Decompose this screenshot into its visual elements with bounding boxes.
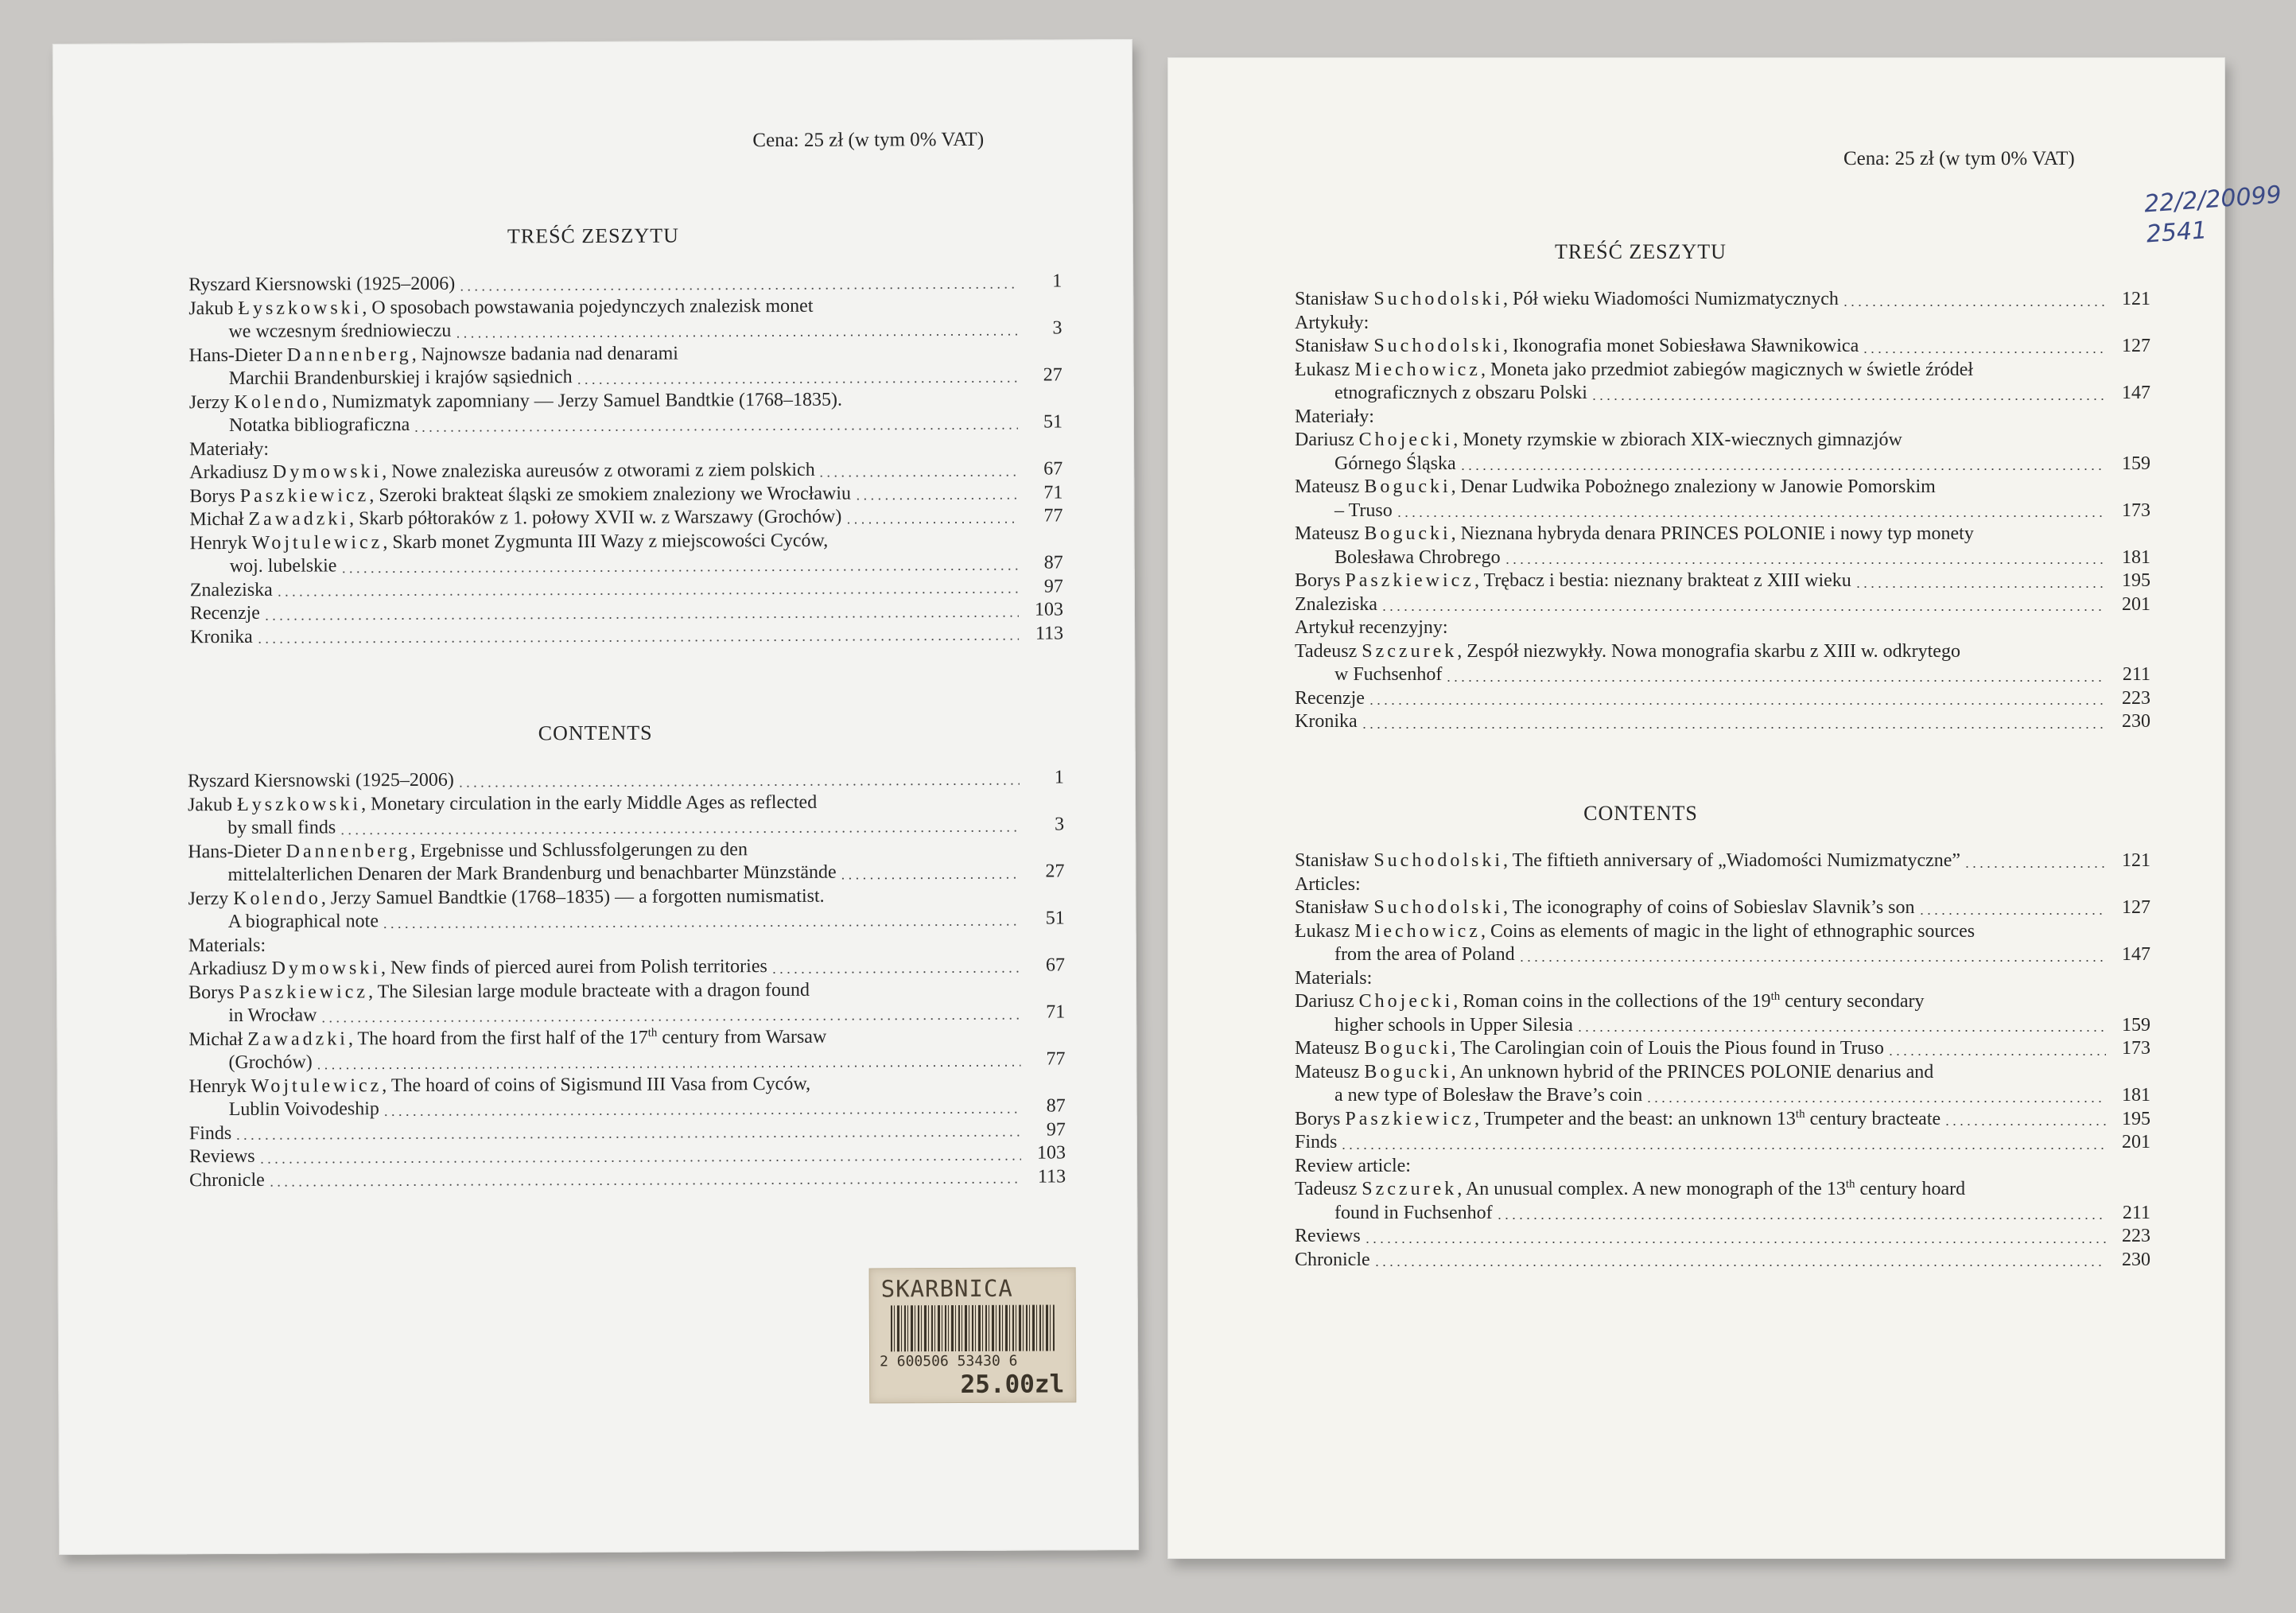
author-surname: Suchodolski	[1373, 289, 1504, 309]
page-number: 230	[2122, 711, 2150, 732]
toc-entry	[188, 790, 1064, 817]
dot-leader	[1368, 703, 2106, 705]
page-number: 127	[2122, 336, 2150, 356]
toc-entry-text: Reviews	[1295, 1226, 1361, 1246]
dot-leader	[1964, 866, 2106, 868]
toc-entry-text: Lublin Voivodeship	[228, 1098, 379, 1121]
toc-entry	[1295, 967, 2150, 991]
toc-entry	[189, 1165, 1066, 1192]
author-surname: Dymowski	[271, 958, 381, 979]
toc-list-polish	[1295, 288, 2150, 734]
author-surname: Wojtulewicz	[251, 531, 383, 554]
toc-title-polish: TREŚĆ ZESZYTU	[507, 223, 679, 248]
dot-leader	[840, 876, 1020, 879]
toc-entry	[1295, 569, 2150, 593]
toc-entry-text: Kronika	[1295, 711, 1358, 732]
toc-entry-text: woj. lubelskie	[229, 555, 337, 577]
toc-entry	[1295, 1084, 2150, 1108]
dot-leader	[1496, 1218, 2106, 1219]
page-number: 97	[1046, 1118, 1066, 1141]
page-number: 173	[2122, 499, 2150, 521]
toc-entry	[1295, 943, 2150, 967]
toc-entry	[1295, 873, 2150, 897]
toc-entry	[1295, 335, 2150, 359]
toc-entry-text: Recenzje	[1295, 687, 1365, 709]
booklet-left	[52, 39, 1139, 1555]
toc-entry	[190, 622, 1063, 649]
page-number: 1	[1052, 270, 1063, 292]
toc-entry-text: Reviews	[188, 1145, 255, 1168]
toc-entry-text: Arkadiusz Dymowski, Nowe znaleziska aureusów z otworami z ziem polskich	[189, 459, 815, 484]
toc-entry-text: Materiały:	[189, 438, 270, 460]
toc-entry-text: Stanisław Suchodolski, Pół wieku Wiadomości Numizmatycznych	[1295, 289, 1839, 309]
dot-leader	[1842, 305, 2106, 306]
author-surname: Zawadzki	[247, 1028, 348, 1050]
toc-entry-text: by small finds	[227, 817, 336, 839]
handwritten-number: 2541	[2145, 216, 2209, 249]
page-number: 27	[1043, 364, 1063, 386]
dot-leader	[1887, 1054, 2106, 1055]
toc-entry-text: Arkadiusz Dymowski, New finds of pierced aurei from Polish territories	[188, 956, 767, 980]
dot-leader	[340, 568, 1018, 573]
toc-entry	[188, 1024, 1065, 1051]
toc-entry	[189, 1094, 1066, 1121]
toc-entry-text: Kronika	[190, 626, 253, 647]
dot-leader	[1504, 562, 2106, 564]
dot-leader	[413, 427, 1018, 431]
toc-entry-text: Stanisław Suchodolski, Ikonografia monet Sobiesława Sławnikowica	[1295, 336, 1859, 356]
page-number: 195	[2122, 1108, 2150, 1129]
toc-entry-text: Tadeusz Szczurek, An unusual complex. A new monograph of the 13th century hoard	[1295, 1178, 1966, 1199]
page-number: 67	[1045, 954, 1065, 976]
author-surname: Miechowicz	[1354, 920, 1481, 942]
dot-leader	[1576, 1030, 2106, 1032]
barcode-number: 2 600506 53430 6	[880, 1352, 1018, 1370]
toc-entry-text: Michał Zawadzki, Skarb półtoraków z 1. połowy XVII w. z Warszawy (Grochów)	[189, 506, 842, 531]
toc-entry-text: Hans-Dieter Dannenberg, Ergebnisse und Schlussfolgerungen zu den	[188, 838, 748, 862]
toc-entry	[188, 270, 1062, 297]
toc-entry-text: w Fuchsenhof	[1334, 664, 1443, 685]
dot-leader	[454, 333, 1017, 337]
author-surname: Dannenberg	[286, 344, 412, 366]
toc-entry	[1295, 523, 2150, 546]
toc-entry	[1295, 312, 2150, 336]
author-surname: Paszkiewicz	[239, 981, 369, 1003]
toc-entry-text: Mateusz Bogucki, The Carolingian coin of Louis the Pious found in Truso	[1295, 1038, 1884, 1059]
page-number: 51	[1043, 411, 1063, 433]
author-surname: Łyszkowski	[236, 793, 362, 815]
page-number: 201	[2122, 593, 2150, 615]
page-number: 67	[1043, 458, 1063, 480]
toc-entry	[188, 837, 1064, 864]
page-number: 159	[2122, 453, 2150, 474]
page-number: 223	[2122, 1226, 2150, 1246]
author-surname: Łyszkowski	[238, 297, 363, 319]
page-number: 77	[1043, 505, 1063, 527]
toc-entry	[1295, 499, 2150, 523]
toc-entry	[1295, 593, 2150, 617]
toc-entry-text: Michał Zawadzki, The hoard from the first half of the 17th century from Warsaw	[188, 1026, 827, 1050]
toc-entry	[1295, 616, 2150, 640]
toc-entry-text: Materials:	[1295, 967, 1373, 989]
toc-entry	[188, 931, 1065, 958]
dot-leader	[339, 830, 1020, 834]
toc-entry-text: – Truso	[1334, 499, 1393, 521]
toc-entry	[1295, 453, 2150, 476]
toc-entry-text: Review article:	[1295, 1155, 1411, 1176]
toc-entry	[189, 340, 1063, 367]
toc-entry-text: Mateusz Bogucki, Denar Ludwika Pobożnego znaleziony w Janowie Pomorskim	[1295, 476, 1936, 497]
toc-entry-text: Borys Paszkiewicz, Trębacz i bestia: nieznany brakteat z XIII wieku	[1295, 570, 1851, 591]
dot-leader	[1361, 727, 2106, 729]
author-surname: Suchodolski	[1373, 336, 1504, 356]
toc-entry-text: Górnego Śląska	[1334, 453, 1456, 474]
toc-entry-text: Stanisław Suchodolski, The fiftieth anniversary of „Wiadomości Numizmatyczne”	[1295, 850, 1961, 871]
toc-entry-text: Borys Paszkiewicz, Trumpeter and the beast: an unknown 13th century bracteate	[1295, 1107, 1941, 1129]
toc-entry-text: Ryszard Kiersnowski (1925–2006)	[187, 769, 454, 792]
toc-entry	[1295, 1249, 2150, 1273]
toc-entry-text: Marchii Brandenburskiej i krajów sąsiednich	[228, 367, 573, 390]
dot-leader	[235, 1135, 1021, 1140]
toc-entry	[1295, 1037, 2150, 1061]
toc-entry-text: from the area of Poland	[1334, 944, 1515, 965]
toc-entry	[189, 481, 1063, 508]
toc-entry-text: Articles:	[1295, 873, 1361, 895]
dot-leader	[382, 923, 1020, 928]
booklet-right	[1167, 57, 2282, 1559]
toc-entry	[1295, 406, 2150, 429]
toc-entry	[1295, 896, 2150, 920]
toc-entry	[188, 766, 1064, 793]
author-surname: Szczurek	[1362, 640, 1458, 662]
dot-leader	[1445, 680, 2106, 682]
toc-entry-text: Borys Paszkiewicz, The Silesian large module bracteate with a dragon found	[188, 979, 810, 1003]
dot-leader	[268, 1182, 1021, 1187]
dot-leader	[771, 970, 1020, 973]
page-number: 147	[2122, 944, 2150, 965]
toc-entry	[188, 813, 1064, 840]
toc-entry	[189, 457, 1063, 484]
toc-entry-text: we wczesnym średniowieczu	[228, 320, 452, 343]
toc-entry-text: mittelalterlichen Denaren der Mark Brandenburg und benachbarter Münzstände	[227, 861, 837, 886]
dot-leader	[854, 498, 1018, 500]
toc-entry	[188, 1047, 1065, 1075]
toc-entry	[190, 551, 1063, 578]
toc-entry-text: Dariusz Chojecki, Monety rzymskie w zbiorach XIX-wiecznych gimnazjów	[1295, 429, 1902, 450]
toc-entry	[1295, 687, 2150, 711]
toc-entry-text: Tadeusz Szczurek, Zespół niezwykły. Nowa monografia skarbu z XIII w. odkrytego	[1295, 640, 1960, 662]
dot-leader	[276, 592, 1019, 597]
page-number: 173	[2122, 1038, 2150, 1059]
page-number: 3	[1055, 814, 1065, 835]
dot-leader	[1918, 913, 2106, 915]
page-number: 103	[1036, 1142, 1066, 1164]
toc-entry-text: Chronicle	[1295, 1249, 1370, 1270]
toc-entry-text: higher schools in Upper Silesia	[1334, 1014, 1573, 1036]
page-number: 230	[2122, 1249, 2150, 1270]
dot-leader	[1944, 1124, 2106, 1125]
toc-entry-text: Jakub Łyszkowski, O sposobach powstawania pojedynczych znalezisk monet	[188, 295, 814, 319]
author-surname: Dymowski	[272, 461, 383, 483]
toc-entry	[188, 1001, 1065, 1028]
toc-entry-text: Notatka bibliograficzna	[228, 414, 410, 437]
toc-entry-text: Stanisław Suchodolski, The iconography of coins of Sobieslav Slavnik’s son	[1295, 897, 1915, 918]
dot-leader	[1518, 960, 2106, 962]
toc-entry	[1295, 1178, 2150, 1202]
toc-entry-text: Znaleziska	[1295, 593, 1377, 615]
toc-list-english	[188, 766, 1066, 1192]
page-number: 77	[1046, 1048, 1066, 1070]
toc-entry-text: Artykuł recenzyjny:	[1295, 617, 1448, 638]
page-number: 195	[2122, 570, 2150, 591]
dot-leader	[1645, 1101, 2106, 1102]
toc-entry-text: found in Fuchsenhof	[1334, 1202, 1493, 1223]
toc-entry	[188, 317, 1062, 344]
toc-entry	[190, 598, 1063, 625]
toc-entry-text: Finds	[1295, 1132, 1338, 1152]
price-label: Cena: 25 zł (w tym 0% VAT)	[752, 128, 985, 152]
toc-entry-text: Jakub Łyszkowski, Monetary circulation in the early Middle Ages as reflected	[187, 791, 818, 815]
author-surname: Kolendo	[233, 888, 321, 909]
toc-title-english: CONTENTS	[538, 721, 653, 745]
author-surname: Bogucki	[1364, 1061, 1451, 1082]
toc-entry	[190, 575, 1063, 602]
toc-entry	[1295, 1014, 2150, 1038]
barcode-icon	[891, 1304, 1055, 1351]
toc-entry	[1295, 710, 2150, 734]
page-number: 211	[2122, 664, 2150, 685]
dot-leader	[383, 1111, 1021, 1116]
toc-entry	[1295, 382, 2150, 406]
toc-entry-text: Ryszard Kiersnowski (1925–2006)	[188, 273, 456, 296]
toc-entry	[1295, 1155, 2150, 1179]
page-number: 201	[2122, 1132, 2150, 1152]
dot-leader	[1862, 352, 2106, 353]
author-surname: Miechowicz	[1354, 359, 1481, 380]
page-number: 3	[1052, 317, 1063, 339]
page-number: 87	[1043, 552, 1063, 573]
toc-entry	[190, 528, 1063, 555]
toc-entry-text: Jerzy Kolendo, Numizmatyk zapomniany — Jerzy Samuel Bandtkie (1768–1835).	[188, 389, 843, 413]
sticker-price: 25.00zl	[960, 1370, 1065, 1400]
page-number: 71	[1043, 481, 1063, 503]
toc-entry	[189, 434, 1063, 461]
toc-title-english: CONTENTS	[1583, 802, 1698, 825]
author-surname: Kolendo	[234, 391, 323, 413]
page-number: 1	[1054, 767, 1064, 788]
toc-entry-text: Jerzy Kolendo, Jerzy Samuel Bandtkie (1768–1835) — a forgotten numismatist.	[188, 885, 825, 909]
toc-entry-text: etnograficznych z obszaru Polski	[1334, 383, 1587, 403]
toc-entry	[188, 884, 1064, 911]
toc-entry	[1295, 663, 2150, 687]
page-number: 103	[1034, 599, 1064, 620]
toc-entry	[1295, 546, 2150, 570]
toc-entry-text: Mateusz Bogucki, An unknown hybrid of the PRINCES POLONIE denarius and	[1295, 1061, 1934, 1082]
author-surname: Bogucki	[1364, 1038, 1451, 1059]
toc-entry	[189, 1118, 1066, 1145]
page-number: 113	[1037, 1165, 1066, 1187]
toc-entry	[188, 978, 1065, 1005]
dot-leader	[320, 1017, 1020, 1022]
author-surname: Paszkiewicz	[239, 484, 370, 507]
toc-entry-text: Materials:	[188, 935, 266, 956]
toc-entry	[1295, 640, 2150, 664]
handwritten-note	[2143, 180, 2296, 266]
toc-entry-text: Henryk Wojtulewicz, The hoard of coins of Sigismund III Vasa from Cyców,	[188, 1073, 811, 1097]
dot-leader	[1373, 1265, 2106, 1266]
dot-leader	[1396, 515, 2106, 517]
author-surname: Suchodolski	[1373, 897, 1504, 918]
toc-entry	[188, 860, 1064, 887]
toc-entry-text: Mateusz Bogucki, Nieznana hybryda denara PRINCES POLONIE i nowy typ monety	[1295, 523, 1974, 544]
toc-entry-text: A biographical note	[227, 911, 379, 933]
author-surname: Paszkiewicz	[1345, 570, 1474, 591]
toc-entry	[1295, 990, 2150, 1014]
page-number: 121	[2122, 850, 2150, 871]
author-surname: Wojtulewicz	[251, 1075, 383, 1097]
toc-entry-text: Artykuły:	[1295, 312, 1369, 333]
page-number: 87	[1046, 1095, 1066, 1117]
dot-leader	[1591, 398, 2106, 400]
dot-leader	[1459, 468, 2106, 470]
toc-entry	[189, 1071, 1066, 1098]
dot-leader	[1855, 586, 2106, 588]
toc-list-english	[1295, 849, 2150, 1272]
dot-leader	[263, 615, 1019, 620]
dot-leader	[457, 783, 1020, 787]
dot-leader	[256, 639, 1019, 643]
toc-entry	[188, 293, 1062, 321]
dot-leader	[1364, 1242, 2106, 1243]
page-number: 71	[1046, 1001, 1066, 1023]
page-number: 113	[1035, 622, 1064, 644]
toc-entry	[1295, 920, 2150, 944]
toc-entry-text: Materiały:	[1295, 406, 1374, 427]
toc-entry-text: Borys Paszkiewicz, Szeroki brakteat śląski ze smokiem znaleziony we Wrocławiu	[189, 483, 852, 507]
toc-entry	[189, 387, 1063, 414]
dot-leader	[458, 286, 1017, 290]
shop-name: SKARBNICA	[880, 1274, 1013, 1303]
toc-entry-text: Chronicle	[189, 1169, 265, 1191]
dot-leader	[845, 521, 1018, 523]
dot-leader	[1381, 609, 2106, 611]
page-number: 27	[1045, 861, 1065, 882]
toc-entry-text: in Wrocław	[228, 1005, 317, 1027]
toc-entry-text: a new type of Bolesław the Brave’s coin	[1334, 1085, 1643, 1106]
author-surname: Chojecki	[1358, 991, 1454, 1012]
toc-entry	[1295, 1225, 2150, 1249]
author-surname: Bogucki	[1364, 476, 1451, 497]
toc-entry	[189, 1141, 1066, 1168]
toc-entry	[1295, 1131, 2150, 1155]
toc-entry-text: Recenzje	[189, 602, 260, 624]
dot-leader	[576, 380, 1018, 383]
page-number: 181	[2122, 1085, 2150, 1106]
toc-list-polish	[188, 270, 1063, 649]
page-number: 223	[2122, 687, 2150, 709]
toc-entry	[1295, 1202, 2150, 1226]
page-number: 147	[2122, 383, 2150, 403]
toc-entry-text: Łukasz Miechowicz, Moneta jako przedmiot zabiegów magicznych w świetle źródeł	[1295, 359, 1974, 380]
toc-entry-text: (Grochów)	[228, 1051, 313, 1074]
toc-entry-text: Hans-Dieter Dannenberg, Najnowsze badania nad denarami	[188, 343, 678, 366]
toc-title-polish: TREŚĆ ZESZYTU	[1555, 240, 1727, 263]
author-surname: Chojecki	[1358, 429, 1454, 450]
toc-entry	[188, 954, 1065, 981]
toc-entry	[1295, 1061, 2150, 1085]
toc-entry	[189, 410, 1063, 437]
price-label: Cena: 25 zł (w tym 0% VAT)	[1843, 148, 2075, 169]
dot-leader	[1340, 1148, 2106, 1149]
page-number: 159	[2122, 1014, 2150, 1036]
toc-entry-text: Znaleziska	[189, 579, 273, 601]
toc-entry	[1295, 288, 2150, 312]
toc-entry	[1295, 359, 2150, 383]
page-number: 211	[2122, 1202, 2150, 1223]
author-surname: Suchodolski	[1373, 850, 1504, 871]
author-surname: Dannenberg	[286, 840, 411, 862]
toc-entry-text: Bolesława Chrobrego	[1334, 546, 1501, 568]
toc-entry-text: Dariusz Chojecki, Roman coins in the collections of the 19th century secondary	[1295, 990, 1925, 1012]
author-surname: Paszkiewicz	[1345, 1108, 1474, 1129]
author-surname: Szczurek	[1362, 1179, 1458, 1199]
toc-entry	[189, 504, 1063, 531]
toc-entry	[1295, 476, 2150, 499]
page-number: 127	[2122, 897, 2150, 918]
toc-entry	[188, 907, 1065, 934]
page-number: 121	[2122, 289, 2150, 309]
toc-entry	[1295, 429, 2150, 453]
toc-entry	[189, 363, 1063, 391]
toc-entry	[1295, 849, 2150, 873]
page-number: 51	[1045, 908, 1065, 929]
price-sticker	[869, 1267, 1077, 1403]
author-surname: Bogucki	[1364, 523, 1451, 544]
toc-entry-text: Finds	[188, 1122, 232, 1144]
toc-entry-text: Henryk Wojtulewicz, Skarb monet Zygmunta III Wazy z miejscowości Cyców,	[189, 530, 829, 554]
toc-entry	[1295, 1108, 2150, 1132]
author-surname: Zawadzki	[248, 508, 350, 530]
dot-leader	[258, 1158, 1021, 1163]
dot-leader	[818, 474, 1019, 476]
page-number: 181	[2122, 546, 2150, 568]
toc-entry-text: Łukasz Miechowicz, Coins as elements of magic in the light of ethnographic sources	[1295, 920, 1975, 942]
page-number: 97	[1043, 575, 1063, 597]
dot-leader	[316, 1064, 1021, 1069]
handwritten-date: 22/2/20099	[2143, 181, 2282, 219]
